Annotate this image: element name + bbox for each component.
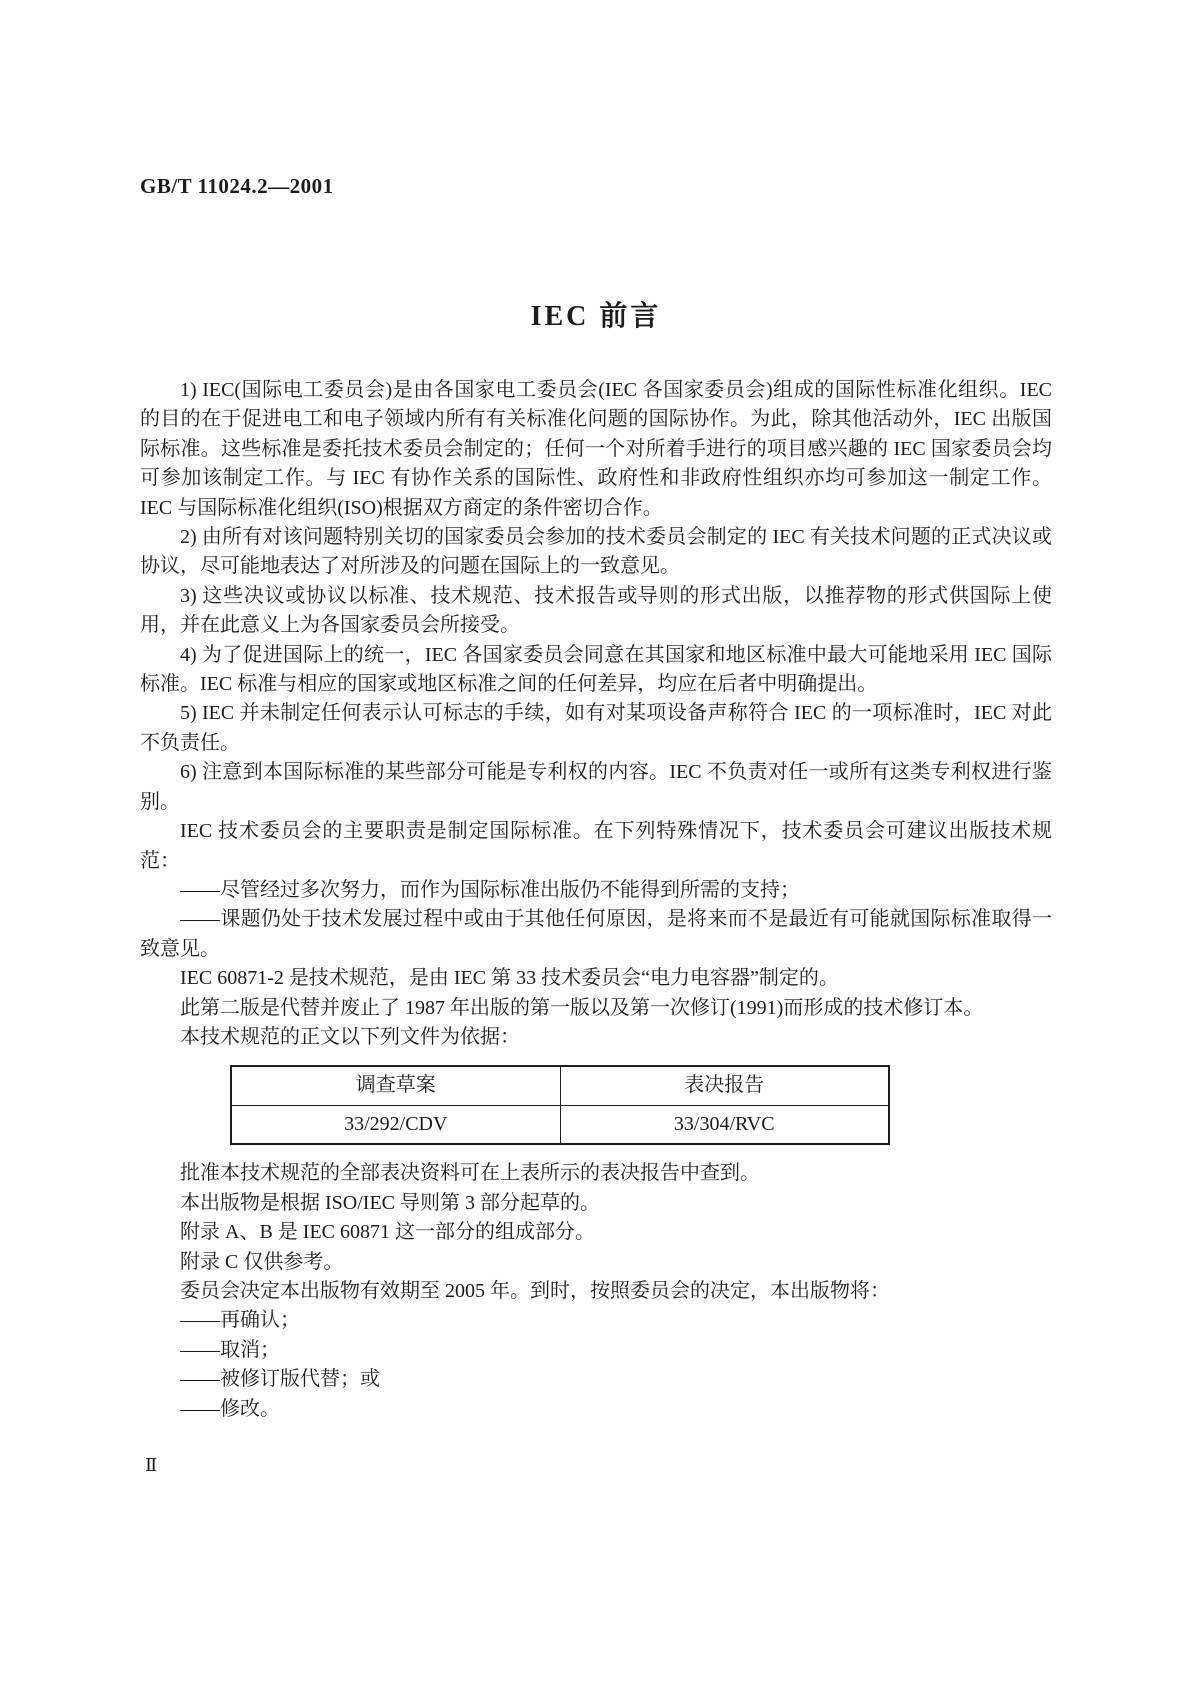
paragraph: 5) IEC 并未制定任何表示认可标志的手续，如有对某项设备声称符合 IEC 的一项标准时，IEC 对此不负责任。: [140, 702, 1052, 754]
table-row: [231, 1105, 889, 1144]
list-item: ——修改。: [180, 1397, 280, 1420]
standard-number: GB/T 11024.2—2001: [140, 174, 334, 198]
table-header-row: [231, 1066, 889, 1105]
paragraph: 委员会决定本出版物有效期至 2005 年。到时，按照委员会的决定，本出版物将：: [180, 1279, 890, 1302]
table-header: 调查草案: [231, 1066, 560, 1105]
paragraph: 本出版物是根据 ISO/IEC 导则第 3 部分起草的。: [180, 1191, 600, 1214]
document-body: [140, 376, 1052, 1424]
paragraph: 2) 由所有对该问题特别关切的国家委员会参加的技术委员会制定的 IEC 有关技术问题的正式决议或协议，尽可能地表达了对所涉及的问题在国际上的一致意见。: [140, 526, 1052, 578]
paragraph: 4) 为了促进国际上的统一，IEC 各国家委员会同意在其国家和地区标准中最大可能地采用 IEC 国际标准。IEC 标准与相应的国家或地区标准之间的任何差异，均应在后者中明确提出。: [140, 643, 1052, 696]
table-cell: 33/292/CDV: [231, 1105, 560, 1144]
paragraph: IEC 60871-2 是技术规范，是由 IEC 第 33 技术委员会“电力电容器”制定的。: [180, 967, 839, 990]
page-number: Ⅱ: [145, 1455, 158, 1475]
table-header: 表决报告: [560, 1066, 889, 1105]
paragraph: 3) 这些决议或协议以标准、技术规范、技术报告或导则的形式出版，以推荐物的形式供国际上使用，并在此意义上为各国家委员会所接受。: [140, 584, 1052, 637]
paragraph: IEC 技术委员会的主要职责是制定国际标准。在下列特殊情况下，技术委员会可建议出版技术规范：: [140, 820, 1052, 872]
paragraph: 此第二版是代替并废止了 1987 年出版的第一版以及第一次修订(1991)而形成的技术修订本。: [180, 996, 984, 1019]
paragraph: 6) 注意到本国际标准的某些部分可能是专利权的内容。IEC 不负责对任一或所有这类专利权进行鉴别。: [140, 761, 1052, 813]
list-item: ——取消；: [180, 1338, 280, 1361]
paragraph: 附录 C 仅供参考。: [180, 1250, 344, 1273]
paragraph: 批准本技术规范的全部表决资料可在上表所示的表决报告中查到。: [180, 1162, 760, 1185]
voting-documents-table: [230, 1065, 890, 1145]
paragraph: 本技术规范的正文以下列文件为依据：: [180, 1025, 520, 1048]
list-item: ——尽管经过多次努力，而作为国际标准出版仍不能得到所需的支持；: [180, 878, 800, 901]
list-item: ——被修订版代替；或: [180, 1368, 380, 1391]
list-item: ——再确认；: [180, 1309, 300, 1332]
table-cell: 33/304/RVC: [560, 1105, 889, 1144]
paragraph: 1) IEC(国际电工委员会)是由各国家电工委员会(IEC 各国家委员会)组成的国际性标准化组织。IEC 的目的在于促进电工和电子领域内所有有关标准化问题的国际协作。为此，除其他活动外，IEC 出版国际标准。这些标准是委托技术委员会制定的；任何一个对所着手进行的项目感兴趣的 IEC 国家委员会均可参加该制定工作。与 IEC 有协作关系的国际性、政府性和非政府性组织亦均可参加这一制定工作。IEC 与国际标准化组织(ISO)根据双方商定的条件密切合作。: [140, 379, 1052, 519]
page-title: IEC 前言: [530, 301, 662, 332]
list-item: ——课题仍处于技术发展过程中或由于其他任何原因，是将来而不是最近有可能就国际标准取得一致意见。: [140, 908, 1052, 960]
paragraph: 附录 A、B 是 IEC 60871 这一部分的组成部分。: [180, 1221, 595, 1244]
